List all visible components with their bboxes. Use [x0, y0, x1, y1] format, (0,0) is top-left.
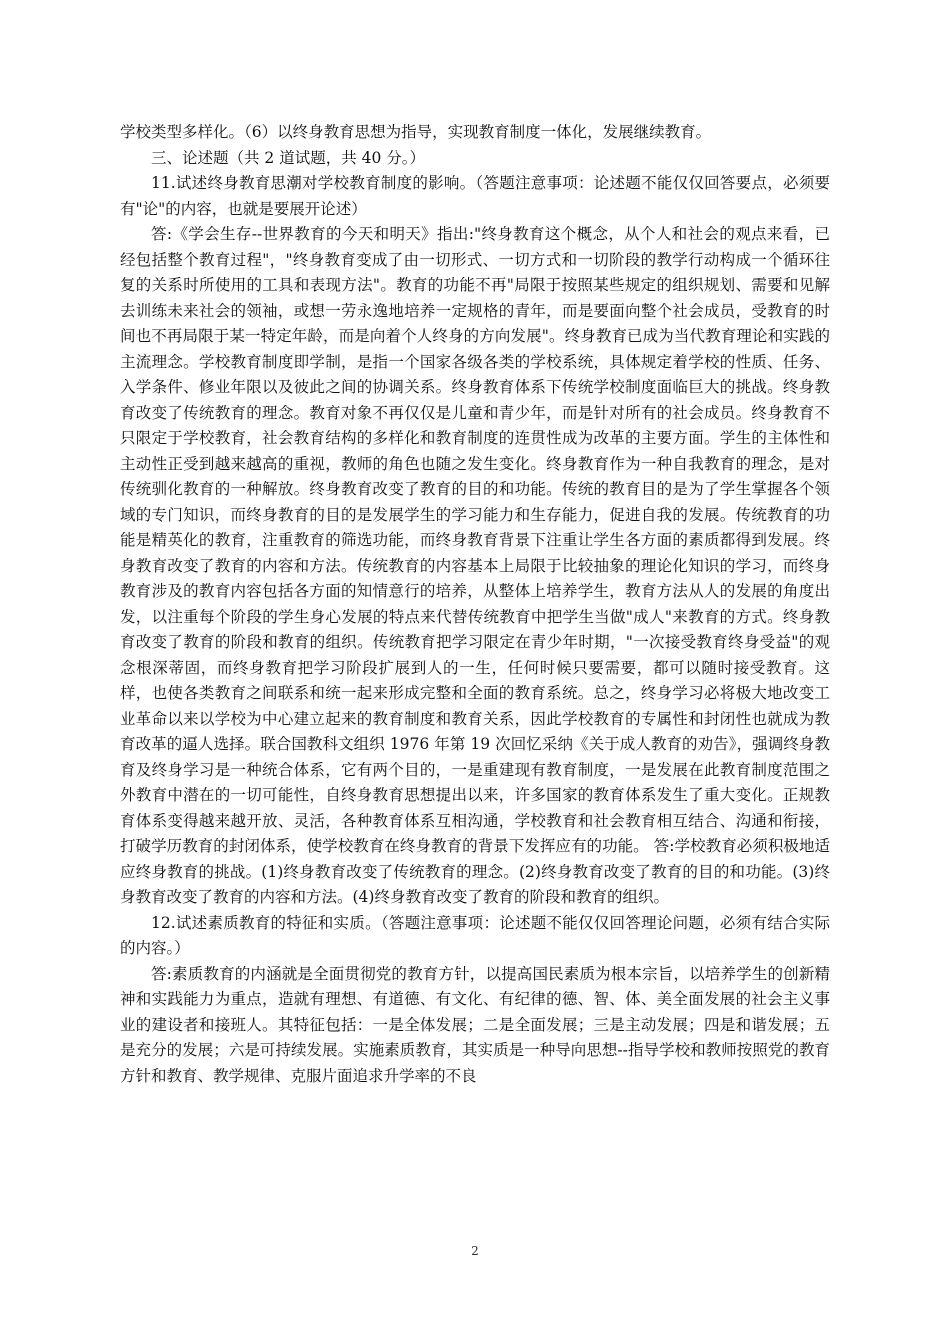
answer-11: 答:《学会生存--世界教育的今天和明天》指出:"终身教育这个概念，从个人和社会的观点来看，已经包括整个教育过程"，"终身教育变成了由一切形式、一切方式和一切阶段的教学行动构成一个循环往复的关系时所使用的工具和表现方法"。教育的功能不再"局限于按照某些规定的组织规划、需要和见解去训练未来社会的领袖，或想一劳永逸地培养一定规格的青年，而是要面向整个社会成员，受教育的时间也不再局限于某一特定年龄，而是向着个人终身的方向发展"。终身教育已成为当代教育理论和实践的主流理念。学校教育制度即学制，是指一个国家各级各类的学校系统，具体规定着学校的性质、任务、入学条件、修业年限以及彼此之间的协调关系。终身教育体系下传统学校制度面临巨大的挑战。终身教育改变了传统教育的理念。教育对象不再仅仅是儿童和青少年，而是针对所有的社会成员。终身教育不只限定于学校教育，社会教育结构的多样化和教育制度的连贯性成为改革的主要方面。学生的主体性和主动性正受到越来越高的重视，教师的角色也随之发生变化。终身教育作为一种自我教育的理念，是对传统驯化教育的一种解放。终身教育改变了教育的目的和功能。传统的教育目的是为了学生掌握各个领域的专门知识，而终身教育的目的是发展学生的学习能力和生存能力，促进自我的发展。传统教育的功能是精英化的教育，注重教育的筛选功能，而终身教育背景下注重让学生各方面的素质都得到发展。终身教育改变了教育的内容和方法。传统教育的内容基本上局限于比较抽象的理论化知识的学习，而终身教育涉及的教育内容包括各方面的知情意行的培养，从整体上培养学生，教育方法从人的发展的角度出发，以注重每个阶段的学生身心发展的特点来代替传统教育中把学生当做"成人"来教育的方式。终身教育改变了教育的阶段和教育的组织。传统教育把学习限定在青少年时期，"一次接受教育终身受益"的观念根深蒂固，而终身教育把学习阶段扩展到人的一生，任何时候只要需要，都可以随时接受教育。这样，也使各类教育之间联系和统一起来形成完整和全面的教育系统。总之，终身学习必将极大地改变工业革命以来以学校为中心建立起来的教育制度和教育关系，因此学校教育的专属性和封闭性也就成为教育改革的逼人选择。联合国教科文组织 1976 年第 19 次回忆采纳《关于成人教育的劝告》，强调终身教育及终身学习是一种统合体系，它有两个目的，一是重建现有教育制度，一是发展在此教育制度范围之外教育中潜在的一切可能性，自终身教育思想提出以来，许多国家的教育体系发生了重大变化。正规教育体系变得越来越开放、灵活，各种教育体系互相沟通，学校教育和社会教育相互结合、沟通和衔接，打破学历教育的封闭体系，使学校教育在终身教育的背景下发挥应有的功能。 答:学校教育必须积极地适应终身教育的挑战。(1)终身教育改变了传统教育的理念。(2)终身教育改变了教育的目的和功能。(3)终身教育改变了教育的内容和方法。(4)终身教育改变了教育的阶段和教育的组织。 — [120, 225, 830, 906]
question-12: 12.试述素质教育的特征和实质。（答题注意事项：论述题不能仅仅回答理论问题，必须有结合实际的内容。） — [120, 913, 830, 957]
answer-12: 答:素质教育的内涵就是全面贯彻党的教育方针，以提高国民素质为根本宗旨，以培养学生的创新精神和实践能力为重点，造就有理想、有道德、有文化、有纪律的德、智、体、美全面发展的社会主义事业的建设者和接班人。其特征包括：一是全体发展；二是全面发展；三是主动发展；四是和谐发展；五是充分的发展；六是可持续发展。实施素质教育，其实质是一种导向思想--指导学校和教师按照党的教育方针和教育、教学规律、克服片面追求升学率的不良 — [120, 964, 830, 1085]
document-body — [120, 120, 830, 1089]
question-11: 11.试述终身教育思潮对学校教育制度的影响。（答题注意事项：论述题不能仅仅回答要点，必须要有"论"的内容，也就是要展开论述） — [120, 174, 830, 218]
section-heading-essay-questions: 三、论述题（共 2 道试题，共 40 分。） — [151, 148, 426, 167]
page-number: 2 — [471, 1244, 479, 1258]
paragraph-continuation: 学校类型多样化。（6）以终身教育思想为指导，实现教育制度一体化，发展继续教育。 — [120, 123, 712, 141]
